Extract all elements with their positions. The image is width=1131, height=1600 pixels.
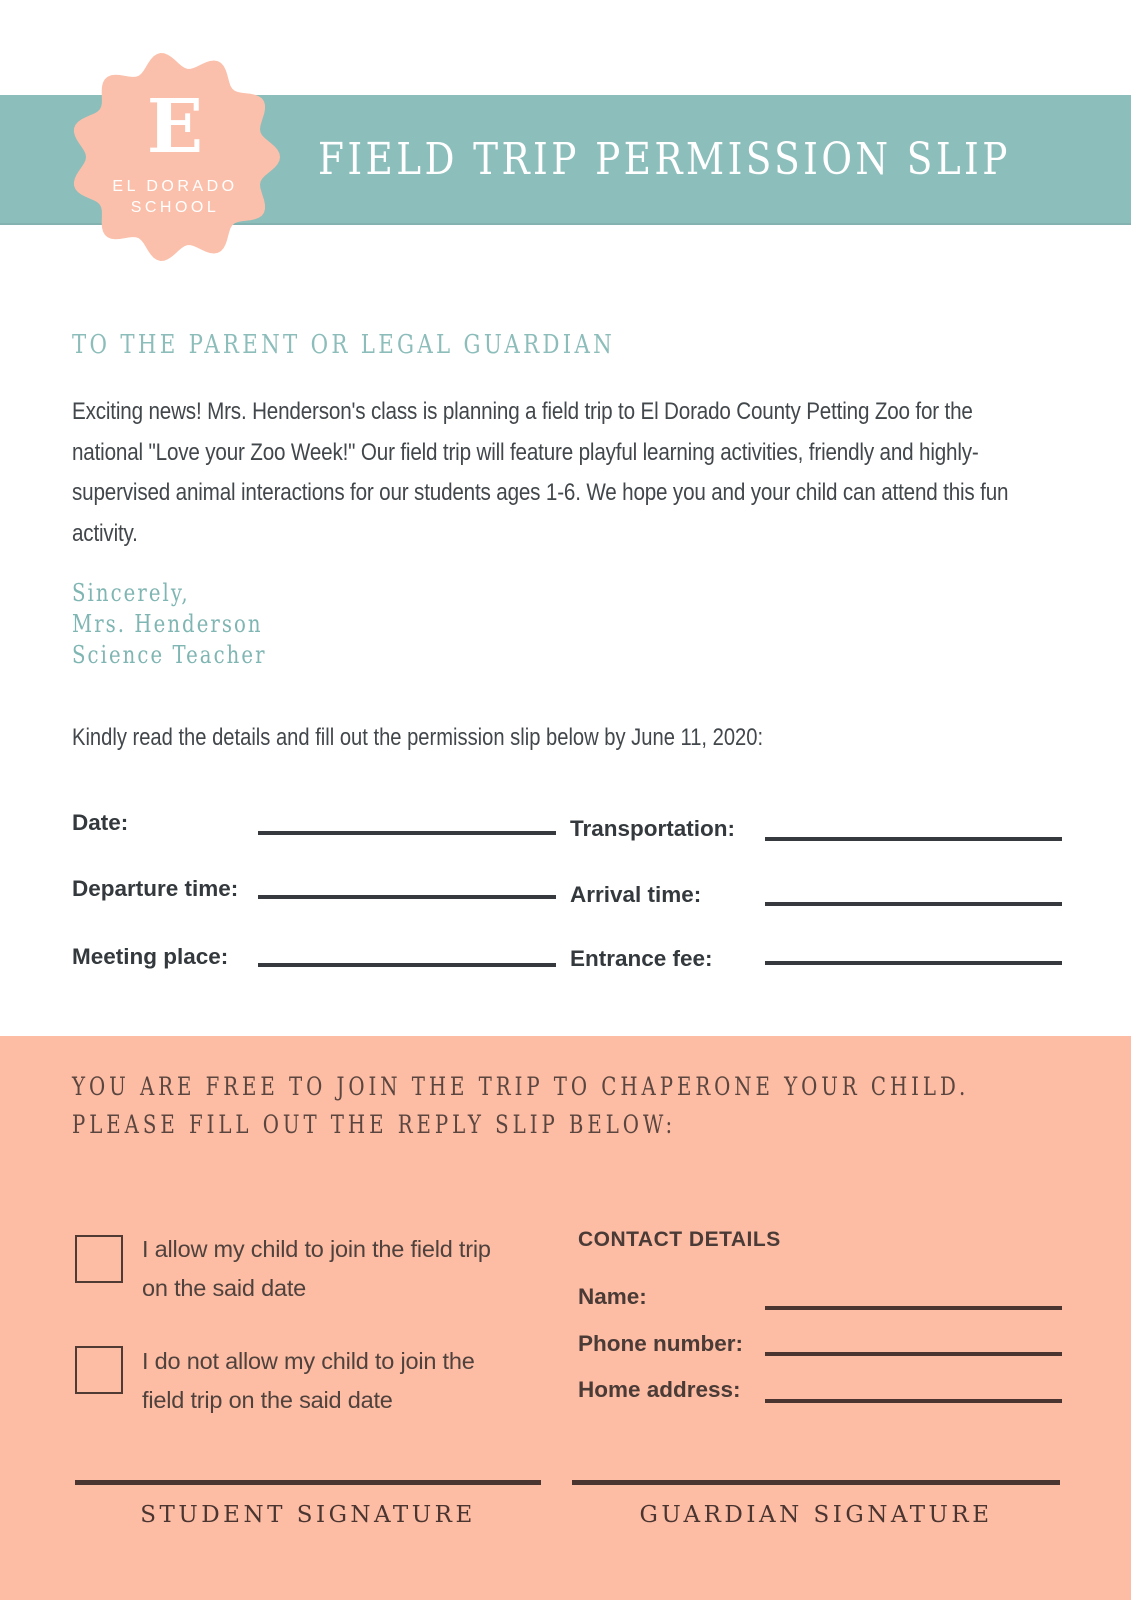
arrival-time-blank-line[interactable] <box>765 902 1062 906</box>
student-signature-line[interactable] <box>75 1480 541 1485</box>
entrance-fee-blank-line[interactable] <box>765 961 1062 965</box>
closing-teacher-title: Science Teacher <box>72 641 267 669</box>
instruction-line: Kindly read the details and fill out the permission slip below by June 11, 2020: <box>72 724 764 751</box>
transportation-label: Transportation: <box>570 816 736 841</box>
student-signature-label: STUDENT SIGNATURE <box>140 1502 476 1528</box>
date-label: Date: <box>72 810 129 835</box>
phone-number-label: Phone number: <box>578 1331 744 1356</box>
badge-content <box>62 44 288 270</box>
meeting-place-label: Meeting place: <box>72 944 229 969</box>
home-address-blank-line[interactable] <box>765 1399 1062 1403</box>
school-name-line2: SCHOOL <box>130 199 220 216</box>
transportation-blank-line[interactable] <box>765 837 1062 841</box>
letter-closing <box>72 578 267 671</box>
home-address-label: Home address: <box>578 1377 741 1402</box>
letter-body: Exciting news! Mrs. Henderson's class is planning a field trip to El Dorado County Petting Zoo for the national "Love your Zoo Week!" Our field trip will feature playful learning activities, friendly and highly-supervised animal interactions for our students ages 1-6. We hope you and your child can attend this fun activity. <box>72 398 1009 547</box>
phone-number-blank-line[interactable] <box>765 1352 1062 1356</box>
departure-time-blank-line[interactable] <box>258 895 556 899</box>
school-badge <box>62 44 288 270</box>
contact-details-heading: CONTACT DETAILS <box>578 1228 781 1251</box>
page-title: FIELD TRIP PERMISSION SLIP <box>318 133 1011 185</box>
name-blank-line[interactable] <box>765 1306 1062 1310</box>
reply-heading-line2: PLEASE FILL OUT THE REPLY SLIP BELOW: <box>72 1110 677 1139</box>
meeting-place-blank-line[interactable] <box>258 963 556 967</box>
arrival-time-label: Arrival time: <box>570 882 702 907</box>
guardian-signature-label: GUARDIAN SIGNATURE <box>639 1502 993 1528</box>
salutation-heading: TO THE PARENT OR LEGAL GUARDIAN <box>72 330 616 360</box>
allow-checkbox[interactable] <box>75 1235 123 1283</box>
closing-teacher-name: Mrs. Henderson <box>72 610 263 638</box>
not-allow-checkbox-label: I do not allow my child to join the field trip on the said date <box>142 1348 475 1413</box>
entrance-fee-label: Entrance fee: <box>570 946 713 971</box>
school-name-line1: EL DORADO <box>112 178 238 195</box>
name-label: Name: <box>578 1284 647 1309</box>
closing-sincerely: Sincerely, <box>72 579 190 607</box>
allow-checkbox-label: I allow my child to join the field trip on the said date <box>142 1236 491 1301</box>
guardian-signature-line[interactable] <box>572 1480 1060 1485</box>
not-allow-checkbox[interactable] <box>75 1346 123 1394</box>
school-initial: E <box>146 84 204 170</box>
departure-time-label: Departure time: <box>72 876 239 901</box>
date-blank-line[interactable] <box>258 831 556 835</box>
school-name <box>112 176 237 218</box>
reply-heading-line1: YOU ARE FREE TO JOIN THE TRIP TO CHAPERONE YOUR CHILD. <box>72 1072 970 1101</box>
